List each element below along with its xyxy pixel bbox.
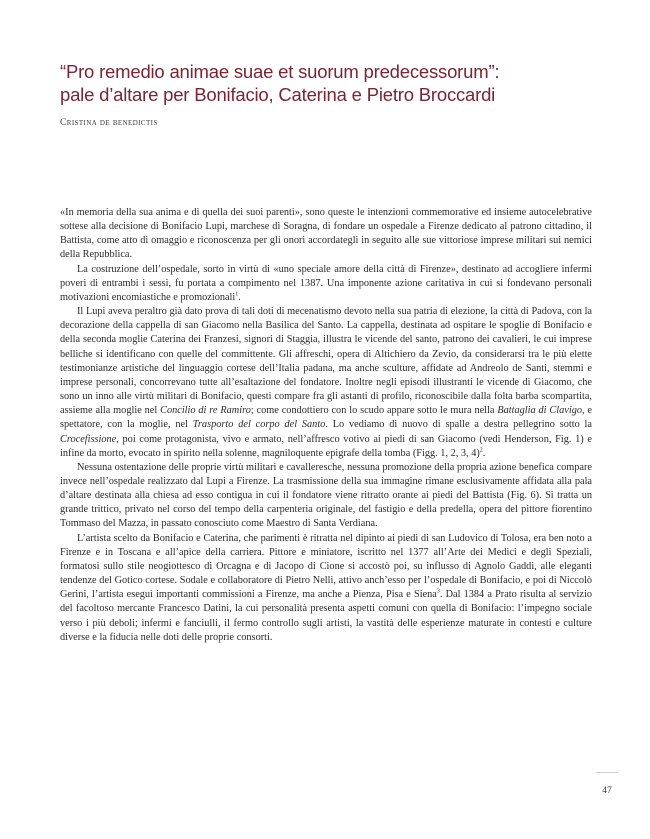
footnote-marker: 3 bbox=[436, 588, 440, 595]
article-title bbox=[60, 60, 600, 106]
text-run: «In memoria della sua anima e di quella dei suoi parenti», sono queste le intenzioni commemorative ed insieme autocelebrative sottese alla decisione di Bonifacio Lupi, marchese di Soragna, di fondare un ospedale a Firenze dedicato al patrono cittadino, il Battista, come atto di omaggio e riconoscenza per gli onori accordategli in seguito alle sue vittoriose imprese militari sui nemici della Repubblica. bbox=[60, 207, 592, 261]
author-name: Cristina de benedictis bbox=[60, 118, 158, 128]
page-number: 47 bbox=[602, 786, 612, 796]
text-run: L’artista scelto da Bonifacio e Caterina, che parimenti è ritratta nel dipinto ai piedi di san Ludovico di Tolosa, era ben noto a Firenze e in Toscana e all’apice della carriera. Pittore e miniatore, iscritto nel 1377 all’Arte dei Medici e degli Speziali, formatosi sullo stile neogiottesco di Orcagna e di Jacopo di Cione si accostò poi, su influsso di Agnolo Gaddi, alle eleganti tendenze del Gotico cortese. Sodale e collaboratore di Pietro Nelli, attivo anch’esso per l’ospedale di Bonifacio, e poi di Niccolò Gerini, l’artista eseguì importanti commissioni a Firenze, ma anche a Pienza, Pisa e Siena bbox=[60, 532, 592, 601]
italic-title: Crocefissione bbox=[60, 433, 117, 445]
text-run: . Lo vediamo di nuovo di spalle a destra pellegrino sotto la bbox=[325, 419, 592, 431]
text-run: , e spettatore, con la moglie, nel bbox=[60, 405, 593, 431]
footer-rule bbox=[596, 772, 618, 773]
body-paragraph bbox=[60, 206, 592, 263]
title-line-2: pale d’altare per Bonifacio, Caterina e Pietro Broccardi bbox=[60, 84, 496, 105]
italic-title: Trasporto del corpo del Santo bbox=[192, 419, 326, 431]
text-run: ; come condottiero con lo scudo appare sotto le mura nella bbox=[250, 405, 498, 417]
body-paragraph bbox=[60, 305, 592, 461]
footnote-marker: 2 bbox=[479, 447, 483, 454]
body-text bbox=[60, 206, 592, 645]
footnote-marker: 1 bbox=[235, 291, 239, 298]
text-run: Il Lupi aveva peraltro già dato prova di tali doti di mecenatismo devoto nella sua patria di elezione, la città di Padova, con la decorazione della cappella di san Giacomo nella Basilica del Santo. La cappella, destinata ad ospitare le spoglie di Bonifacio e della seconda moglie Caterina dei Franzesi, signori di Staggia, illustra le vicende del santo, patrono dei cavalieri, le cui imprese belliche si identificano con quelle del committente. Gli affreschi, opera di Altichiero da Zevio, da considerarsi tra le più elette testimonianze artistiche del linguaggio cortese dell’Italia padana, ma anche sculture, affidate ad Andreolo de Santi, stemmi e imprese personali, concorrevano tutte all’esaltazione del fondatore. Inoltre negli episodi illustranti le vicende di Giacomo, che sono un inno alle virtù militari di Bonifacio, questi compare fra gli astanti di profilo, riconoscibile dalla folta barba scompartita, assieme alla moglie nel bbox=[60, 306, 592, 417]
body-paragraph bbox=[60, 461, 592, 532]
body-paragraph bbox=[60, 263, 592, 305]
italic-title: Concilio di re Ramiro bbox=[160, 405, 251, 417]
text-run: La costruzione dell’ospedale, sorto in virtù di «uno speciale amore della città di Firenze», destinato ad accogliere infermi poveri di entrambi i sessi, fu portata a compimento nel 1387. Una imponente azione caritativa in cui si fondevano personali motivazioni encomiastiche e promozionali bbox=[60, 263, 592, 303]
italic-title: Battaglia di Clavigo bbox=[497, 405, 582, 417]
text-run: . bbox=[238, 291, 241, 303]
text-run: . bbox=[482, 447, 486, 459]
body-paragraph bbox=[60, 532, 592, 645]
text-run: Nessuna ostentazione delle proprie virtù militari e cavalleresche, nessuna promozione della propria azione benefica compare invece nell’ospedale realizzato dal Lupi a Firenze. La trasmissione della sua immagine rimane esclusivamente affidata alla pala d’altare destinata alla chiesa ad esso contigua in cui il fondatore viene ritratto orante ai piedi del Battista (Fig. 6). Si tratta un grande trittico, privato nel corso del tempo della carpenteria originale, del fastigio e della predella, opera del pittore fiorentino Tommaso del Mazza, in passato conosciuto come Maestro di Santa Verdiana. bbox=[60, 461, 592, 530]
title-line-1: “Pro remedio animae suae et suorum predecessorum”: bbox=[60, 61, 500, 82]
text-run: . Dal 1384 a Prato risulta al servizio del facoltoso mercante Francesco Datini, la cui personalità presenta aspetti comuni con quella di Bonifacio: l’impegno sociale verso i più deboli; infermi e fanciulli, il fermo controllo sugli artisti, la vastità delle esperienze maturate in contesti e culture diverse e la fiducia nelle doti delle proprie consorti. bbox=[60, 589, 593, 643]
text-run: , poi come protagonista, vivo e armato, nell’affresco votivo ai piedi di san Giacomo (vedi Henderson, Fig. 1) e infine da morto, evocato in spirito nella solenne, magniloquente epigrafe della tomba (Figg. 1, 2, 3, 4) bbox=[60, 433, 592, 459]
